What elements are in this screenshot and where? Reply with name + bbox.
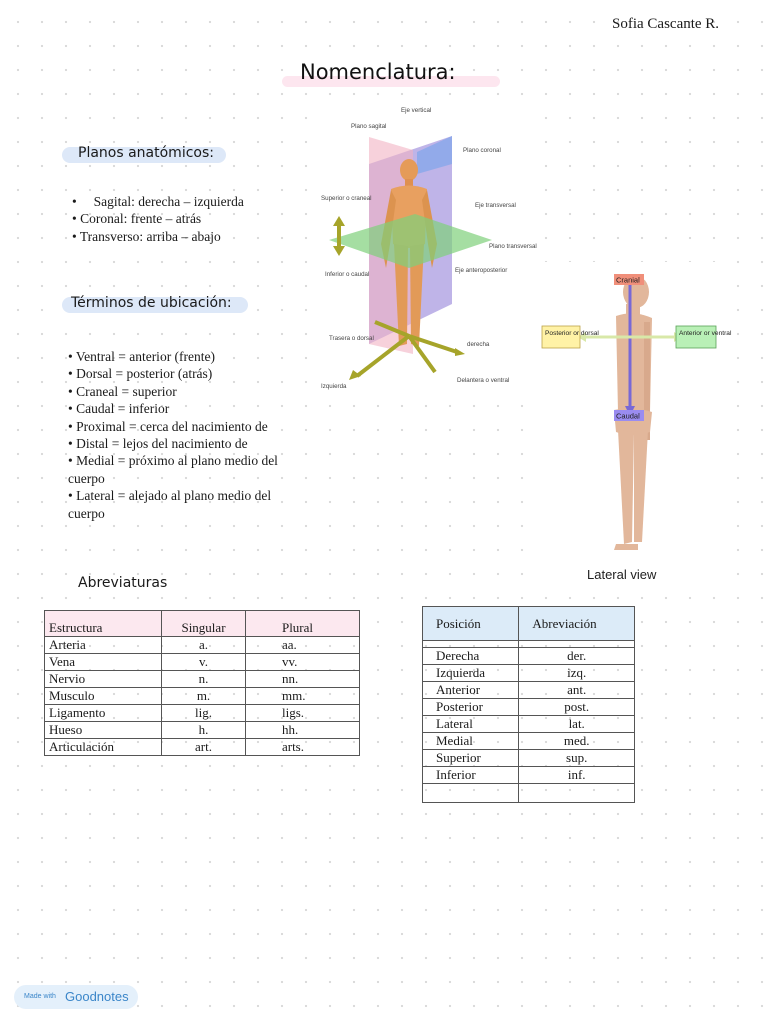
label-delantera: Delantera o ventral bbox=[457, 377, 510, 384]
table-cell: a. bbox=[162, 637, 246, 654]
table-cell: Medial bbox=[423, 733, 519, 750]
table-cell: Vena bbox=[45, 654, 162, 671]
table-row bbox=[45, 722, 360, 739]
table-cell: Arteria bbox=[45, 637, 162, 654]
table-row bbox=[45, 671, 360, 688]
table-cell: n. bbox=[162, 671, 246, 688]
list-item: • Proximal = cerca del nacimiento de bbox=[68, 418, 268, 434]
page-title: Nomenclatura: bbox=[300, 60, 456, 84]
table-cell: Ligamento bbox=[45, 705, 162, 722]
table-row bbox=[423, 699, 635, 716]
table-row bbox=[423, 682, 635, 699]
table-cell: Derecha bbox=[423, 648, 519, 665]
table-cell: Hueso bbox=[45, 722, 162, 739]
label-superior: Superior o craneal bbox=[321, 195, 372, 202]
table-cell: Lateral bbox=[423, 716, 519, 733]
made-with-label: Made with bbox=[24, 993, 56, 1000]
table-row bbox=[423, 767, 635, 784]
table-cell: izq. bbox=[519, 665, 635, 682]
table-header-cell: Singular bbox=[162, 611, 246, 637]
table-cell: Inferior bbox=[423, 767, 519, 784]
table-header-cell: Abreviación bbox=[519, 607, 635, 641]
table-row bbox=[423, 716, 635, 733]
label-izquierda: Izquierda bbox=[321, 383, 347, 390]
lateral-view-figure bbox=[538, 262, 732, 582]
table-cell: post. bbox=[519, 699, 635, 716]
table-cell: Articulación bbox=[45, 739, 162, 756]
label-inferior: Inferior o caudal bbox=[325, 271, 370, 278]
author-name: Sofia Cascante R. bbox=[612, 16, 720, 32]
table-cell: ligs. bbox=[245, 705, 359, 722]
table-cell: arts. bbox=[245, 739, 359, 756]
table-cell: Superior bbox=[423, 750, 519, 767]
table-cell: Musculo bbox=[45, 688, 162, 705]
table-cell: nn. bbox=[245, 671, 359, 688]
table-header-row bbox=[45, 611, 360, 637]
label-cranial: Cranial bbox=[616, 275, 640, 285]
label-plano-sagital: Plano sagital bbox=[351, 123, 387, 130]
table-row bbox=[45, 637, 360, 654]
label-plano-transversal: Plano transversal bbox=[489, 243, 537, 250]
list-item: • Ventral = anterior (frente) bbox=[68, 349, 216, 364]
label-eje-transversal: Eje transversal bbox=[475, 202, 516, 209]
list-item: • Medial = próximo al plano medio del cuerpo bbox=[68, 453, 278, 486]
table-cell: art. bbox=[162, 739, 246, 756]
table-cell: med. bbox=[519, 733, 635, 750]
table-row bbox=[423, 733, 635, 750]
table-row bbox=[423, 648, 635, 665]
table-cell bbox=[519, 784, 635, 803]
goodnotes-badge[interactable] bbox=[14, 985, 138, 1009]
table-row bbox=[45, 688, 360, 705]
label-trasera: Trasera o dorsal bbox=[329, 335, 374, 342]
list-item: • Dorsal = posterior (atrás) bbox=[68, 366, 213, 382]
table-row bbox=[45, 739, 360, 756]
table-row bbox=[45, 705, 360, 722]
label-anterior: Anterior or ventral bbox=[679, 330, 732, 337]
table-header-cell: Posición bbox=[423, 607, 519, 641]
label-derecha: derecha bbox=[467, 341, 490, 348]
posiciones-table bbox=[422, 606, 635, 803]
table-cell: v. bbox=[162, 654, 246, 671]
list-item: • Sagital: derecha – izquierda bbox=[72, 194, 244, 209]
label-caudal: Caudal bbox=[616, 411, 640, 421]
table-cell: mm. bbox=[245, 688, 359, 705]
table-cell: der. bbox=[519, 648, 635, 665]
table-header-cell: Estructura bbox=[45, 611, 162, 637]
table-cell: m. bbox=[162, 688, 246, 705]
goodnotes-logo: Goodnotes bbox=[65, 989, 129, 1004]
label-plano-coronal: Plano coronal bbox=[463, 147, 501, 154]
table-cell: Izquierda bbox=[423, 665, 519, 682]
table-row bbox=[423, 665, 635, 682]
table-cell: sup. bbox=[519, 750, 635, 767]
planos-heading: Planos anatómicos: bbox=[78, 145, 214, 161]
table-cell: lat. bbox=[519, 716, 635, 733]
abreviaturas-heading: Abreviaturas bbox=[78, 575, 168, 591]
table-cell: Posterior bbox=[423, 699, 519, 716]
list-item: • Coronal: frente – atrás bbox=[72, 211, 202, 227]
label-eje-anteroposterior: Eje anteroposterior bbox=[455, 267, 508, 274]
table-cell: hh. bbox=[245, 722, 359, 739]
list-item: • Transverso: arriba – abajo bbox=[72, 228, 221, 244]
table-row bbox=[45, 654, 360, 671]
terminos-list bbox=[68, 348, 308, 522]
list-item: • Distal = lejos del nacimiento de bbox=[68, 436, 248, 452]
abreviaturas-table bbox=[44, 610, 360, 756]
anatomical-planes-figure bbox=[317, 104, 537, 394]
label-eje-vertical: Eje vertical bbox=[401, 107, 432, 114]
table-cell: inf. bbox=[519, 767, 635, 784]
table-cell: ant. bbox=[519, 682, 635, 699]
table-cell: Anterior bbox=[423, 682, 519, 699]
lateral-view-caption: Lateral view bbox=[587, 567, 657, 582]
table-row bbox=[423, 784, 635, 803]
table-spacer-row bbox=[423, 641, 635, 648]
list-item: • Caudal = inferior bbox=[68, 401, 170, 417]
table-header-row bbox=[423, 607, 635, 641]
table-cell: h. bbox=[162, 722, 246, 739]
table-cell: aa. bbox=[245, 637, 359, 654]
label-posterior: Posterior or dorsal bbox=[545, 330, 599, 337]
terminos-heading: Términos de ubicación: bbox=[71, 295, 232, 311]
transverse-plane bbox=[329, 214, 492, 268]
table-header-cell: Plural bbox=[245, 611, 359, 637]
table-cell: vv. bbox=[245, 654, 359, 671]
list-item: • Craneal = superior bbox=[68, 383, 177, 399]
table-cell bbox=[423, 784, 519, 803]
planos-list bbox=[72, 193, 312, 245]
list-item: • Lateral = alejado al plano medio del cuerpo bbox=[68, 488, 272, 521]
table-row bbox=[423, 750, 635, 767]
table-cell: lig. bbox=[162, 705, 246, 722]
table-cell: Nervio bbox=[45, 671, 162, 688]
